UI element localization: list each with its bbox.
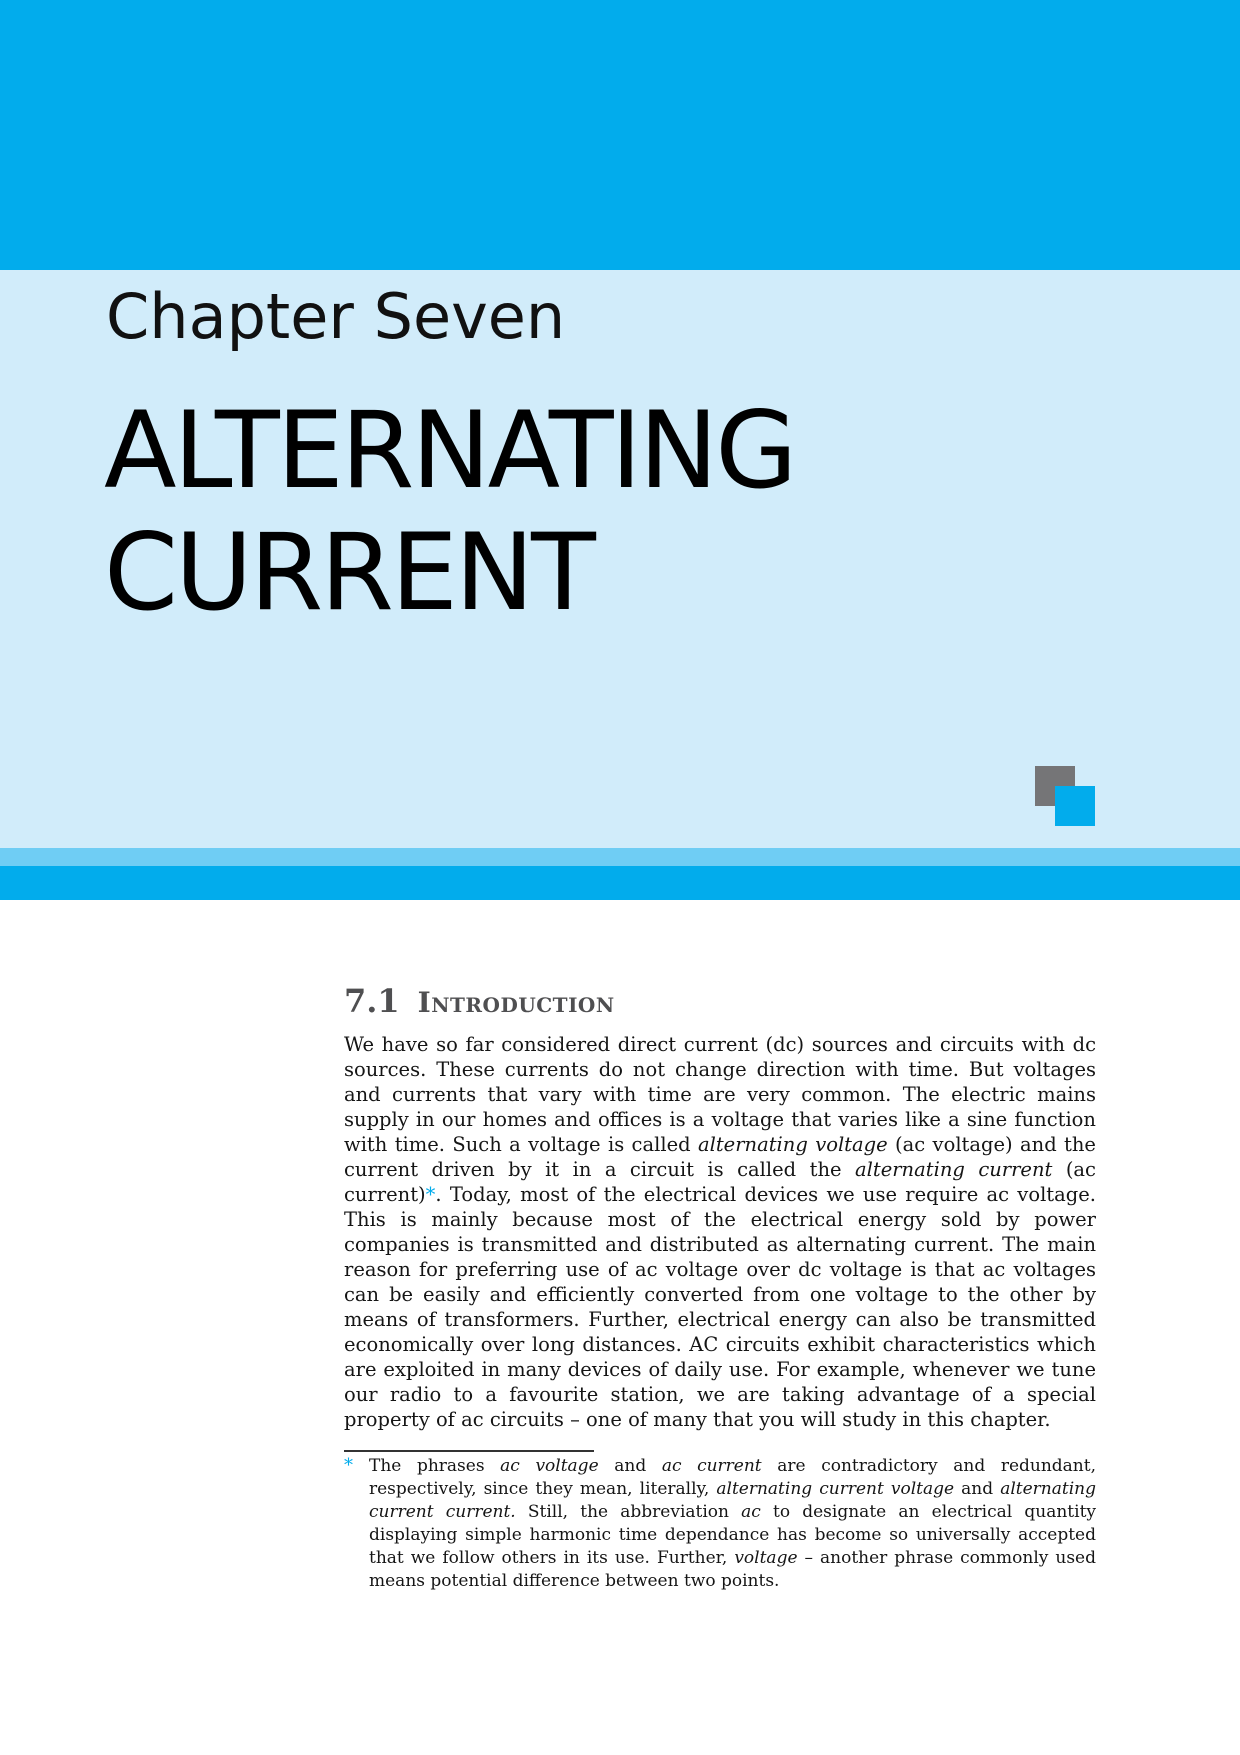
paragraph-text: (ac current) xyxy=(344,1158,1096,1206)
footnote-text-part: Still, the abbreviation xyxy=(515,1502,742,1522)
footnote-emphasis: ac xyxy=(741,1502,761,1522)
footnote-text-part: to designate an electrical quantity displaying simple harmonic time dependance has become so universally accepted that we follow others in its use. Further, xyxy=(369,1502,1096,1568)
emphasis-alternating-current: alternating current xyxy=(855,1158,1053,1181)
paragraph-text: . Today, most of the electrical devices we use require ac voltage. This is mainly because most of the electrical energy sold by power companies is transmitted and distributed as alternating current. The main reason for preferring use of ac voltage over dc voltage is that ac voltages can be easily and efficiently converted from one voltage to the other by means of transformers. Further, electrical energy can also be transmitted economically over long distances. AC circuits exhibit characteristics which are exploited in many devices of daily use. For example, whenever we tune our radio to a favourite station, we are taking advantage of a special property of ac circuits – one of many that you will study in this chapter. xyxy=(344,1183,1096,1431)
footnote-text xyxy=(369,1455,1096,1593)
section-heading xyxy=(344,982,615,1020)
footnote-marker: * xyxy=(344,1455,353,1476)
header-strip-light xyxy=(0,848,1240,866)
chapter-title-line-2: CURRENT xyxy=(104,511,593,634)
footnote-text-part: – another phrase commonly used means potential difference between two points. xyxy=(369,1548,1096,1591)
header-strip-dark xyxy=(0,866,1240,900)
section-number: 7.1 xyxy=(344,982,400,1020)
decorative-square-blue xyxy=(1055,786,1095,826)
footnote-emphasis: ac current xyxy=(661,1456,762,1476)
paragraph-text: We have so far considered direct current (dc) sources and circuits with dc sources. These currents do not change direction with time. But voltages and currents that vary with time are very common. The electric mains supply in our homes and offices is a voltage that varies like a sine function with time. Such a voltage is called xyxy=(344,1033,1096,1156)
footnote-text-part: The phrases xyxy=(369,1456,501,1476)
header-band xyxy=(0,0,1240,270)
chapter-label: Chapter Seven xyxy=(106,280,566,353)
footnote-emphasis: voltage xyxy=(734,1548,798,1568)
emphasis-alternating-voltage: alternating voltage xyxy=(697,1133,888,1156)
footnote-text-part: and xyxy=(954,1479,1001,1499)
section-title: Introduction xyxy=(417,986,615,1019)
chapter-title xyxy=(104,390,794,634)
footnote-divider xyxy=(344,1450,594,1452)
footnote-emphasis: ac voltage xyxy=(500,1456,599,1476)
intro-paragraph xyxy=(344,1032,1096,1432)
footnote-reference: * xyxy=(425,1183,436,1206)
footnote-text-part: are contradictory and redundant, respectively, since they mean, literally, xyxy=(369,1456,1096,1499)
footnote-text-part: and xyxy=(598,1456,662,1476)
footnote-emphasis: alternating current voltage xyxy=(716,1479,955,1499)
footnote-emphasis: alternating current current. xyxy=(369,1479,1096,1522)
paragraph-text: (ac voltage) and the current driven by it in a circuit is called the xyxy=(344,1133,1096,1181)
chapter-title-line-1: ALTERNATING xyxy=(104,389,795,512)
